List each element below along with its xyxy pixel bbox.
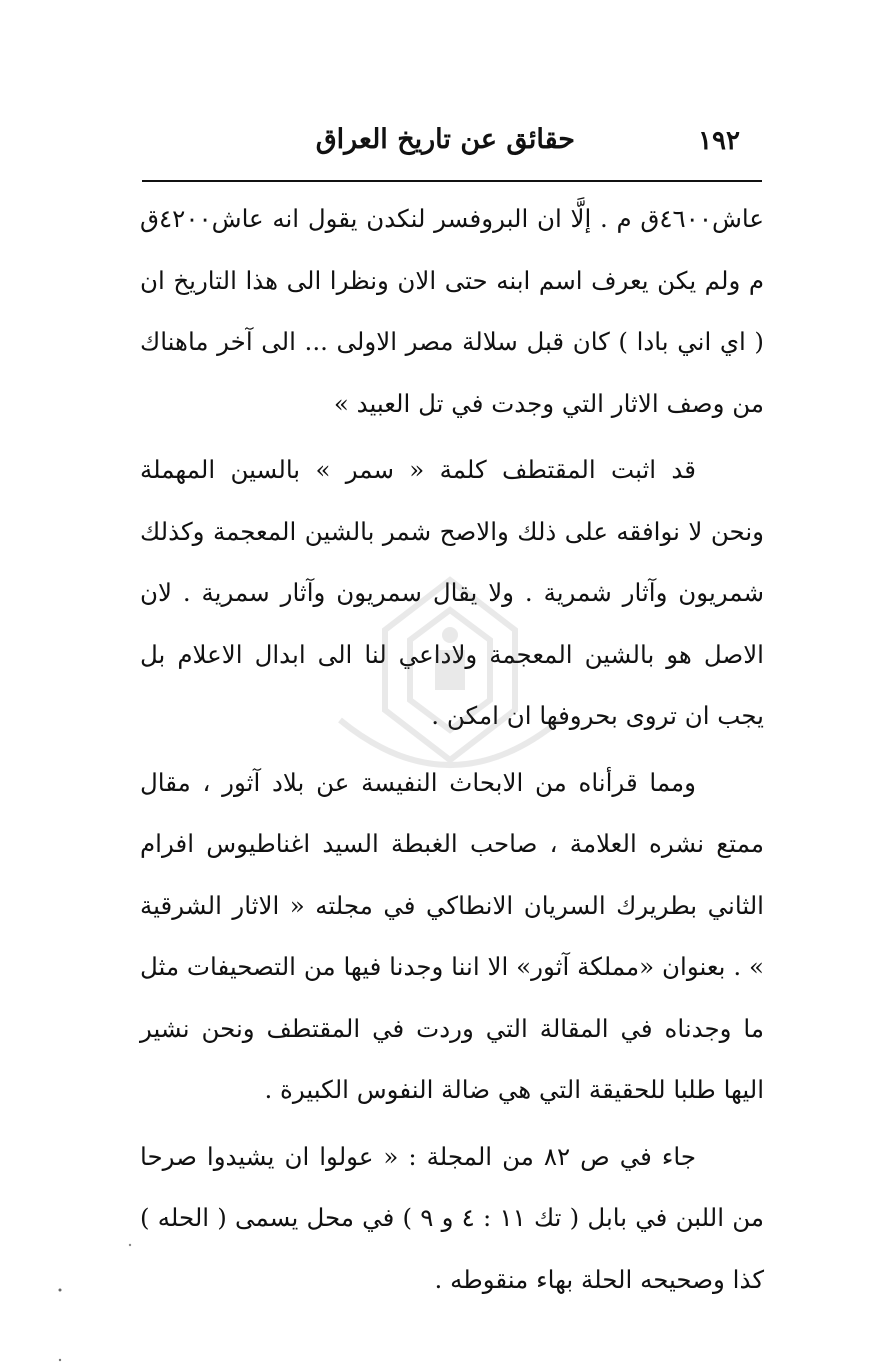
paragraph-3: ومما قرأناه من الابحاث النفيسة عن بلاد آثور ، مقال ممتع نشره العلامة ، صاحب الغبطة السيد اغناطيوس افرام الثاني بطريرك السريان الانطاكي في مجلته « الاثار الشرقية » . بعنوان «مملكة آثور» الا اننا وجدنا فيها من التصحيفات مثل ما وجدناه في المقالة التي وردت في المقتطف ونحن نشير اليها طلبا للحقيقة التي هي ضالة النفوس الكبيرة . xyxy=(140,767,764,1104)
paragraph-2: قد اثبت المقتطف كلمة « سمر » بالسين المهملة ونحن لا نوافقه على ذلك والاصح شمر بالشين المعجمة وكذلك شمريون وآثار شمرية . ولا يقال سمريون وآثار سمرية . لان الاصل هو بالشين المعجمة ولاداعي لنا الى ابدال الاعلام بل يجب ان تروى بحروفها ان امكن . xyxy=(140,455,764,730)
running-title: حقائق عن تاريخ العراق xyxy=(315,124,575,155)
body-text xyxy=(140,188,764,1310)
page-number: ١٩٢ xyxy=(698,126,740,156)
paragraph-4: جاء في ص ٨٢ من المجلة : « عولوا ان يشيدوا صرحا من اللبن في بابل ( تك ١١ : ٤ و ٩ ) في محل يسمى ( الحله ) كذا وصحيحه الحلة بهاء منقوطه . xyxy=(140,1141,764,1294)
header-rule xyxy=(142,180,762,182)
paragraph-1: عاش٤٦٠٠ق م . إلَّا ان البروفسر لنكدن يقول انه عاش٤٢٠٠ق م ولم يكن يعرف اسم ابنه حتى الان ونظرا الى هذا التاريخ ان ( اي اني بادا ) كان قبل سلالة مصر الاولى ... الى آخر ماهناك من وصف الاثار التي وجدت في تل العبيد » xyxy=(140,204,764,418)
page-header xyxy=(150,118,760,168)
